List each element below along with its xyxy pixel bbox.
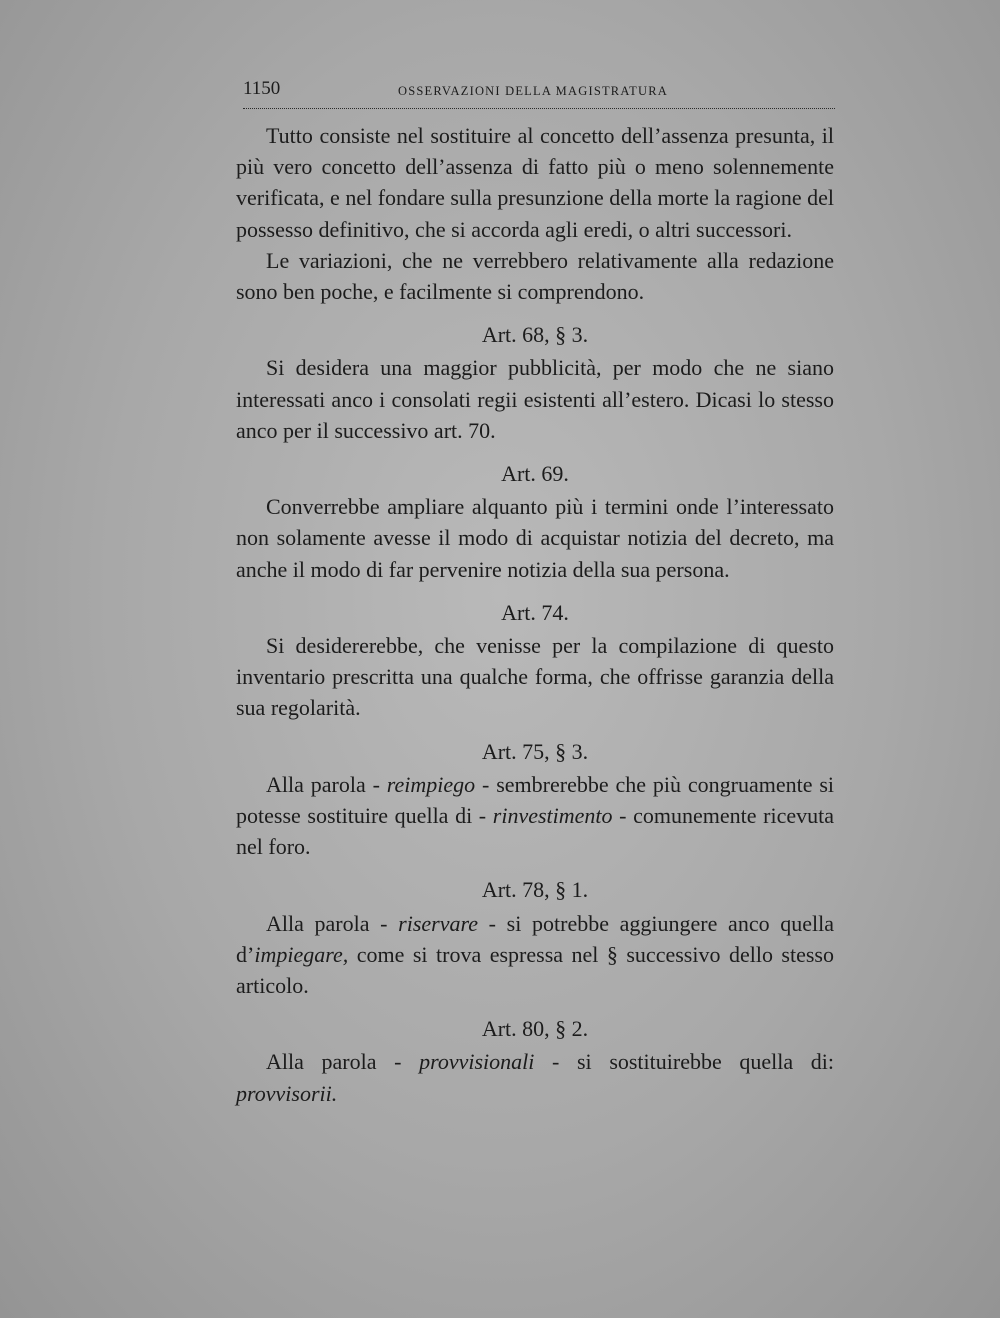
page-number: 1150	[243, 78, 281, 99]
paragraph	[236, 352, 834, 446]
paragraph	[236, 630, 834, 724]
article-section	[236, 319, 834, 446]
text-run: - comunemente ricevuta nel foro.	[236, 803, 834, 860]
article-heading: Art. 80, § 2.	[481, 1016, 589, 1042]
paragraph	[236, 908, 834, 1002]
paragraph	[236, 245, 834, 307]
text-run: Alla parola -	[266, 1049, 420, 1075]
italic-term: impiegare,	[254, 941, 349, 967]
page-header	[243, 78, 833, 104]
text-run: Tutto consiste nel sostituire al concetto dell’assenza presunta, il più vero concetto dell’assenza di fatto più o meno solennemente verificata, e nel fondare sulla presunzione della morte la ragione del possesso definitivo, che si accorda agli eredi, o altri successori.	[236, 123, 835, 242]
paragraph	[236, 769, 834, 863]
paragraph	[236, 120, 834, 245]
header-rule	[243, 108, 835, 109]
italic-term: reimpiego	[386, 771, 476, 797]
text-run: Si desidera una maggior pubblicità, per modo che ne siano interessati anco i consolati regii esistenti all’estero. Dicasi lo stesso anco per il successivo art. 70.	[236, 355, 834, 443]
text-run: Converrebbe ampliare alquanto più i termini onde l’interessato non solamente avesse il modo di acquistar notizia del decreto, ma anche il modo di far pervenire notizia della sua persona.	[236, 494, 834, 582]
text-run: Alla parola -	[266, 910, 399, 936]
text-run: - si sostituirebbe quella di:	[534, 1049, 834, 1075]
text-run: Si desidererebbe, che venisse per la compilazione di questo inventario prescritta una qualche forma, che offrisse garanzia della sua regolarità.	[236, 633, 834, 721]
article-heading: Art. 74.	[501, 599, 569, 625]
text-run: - sembrerebbe che più congruamente si potesse sostituire quella di -	[236, 771, 835, 829]
text-run: come si trova espressa nel § successivo dello stesso articolo.	[236, 941, 834, 999]
article-heading: Art. 75, § 3.	[481, 738, 589, 764]
text-run: Le variazioni, che ne verrebbero relativamente alla redazione sono ben poche, e facilmente si comprendono.	[236, 247, 834, 305]
body-text	[236, 120, 834, 1109]
article-section	[236, 120, 834, 307]
text-run: - si potrebbe aggiungere anco quella d’	[236, 910, 834, 967]
article-section	[236, 1013, 834, 1109]
article-section	[236, 874, 834, 1001]
italic-term: provvisionali	[419, 1049, 535, 1075]
article-heading: Art. 68, § 3.	[481, 322, 589, 348]
paragraph	[236, 1046, 834, 1108]
text-run: Alla parola -	[266, 771, 387, 797]
italic-term: rinvestimento	[492, 803, 613, 829]
italic-term: provvisorii.	[236, 1080, 338, 1106]
article-heading: Art. 78, § 1.	[481, 877, 589, 903]
article-section	[236, 458, 834, 585]
italic-term: riservare	[398, 910, 479, 936]
article-section	[236, 736, 834, 863]
article-heading: Art. 69.	[501, 461, 569, 487]
running-title: OSSERVAZIONI DELLA MAGISTRATURA	[398, 84, 669, 98]
article-section	[236, 597, 834, 724]
paragraph	[236, 491, 834, 585]
